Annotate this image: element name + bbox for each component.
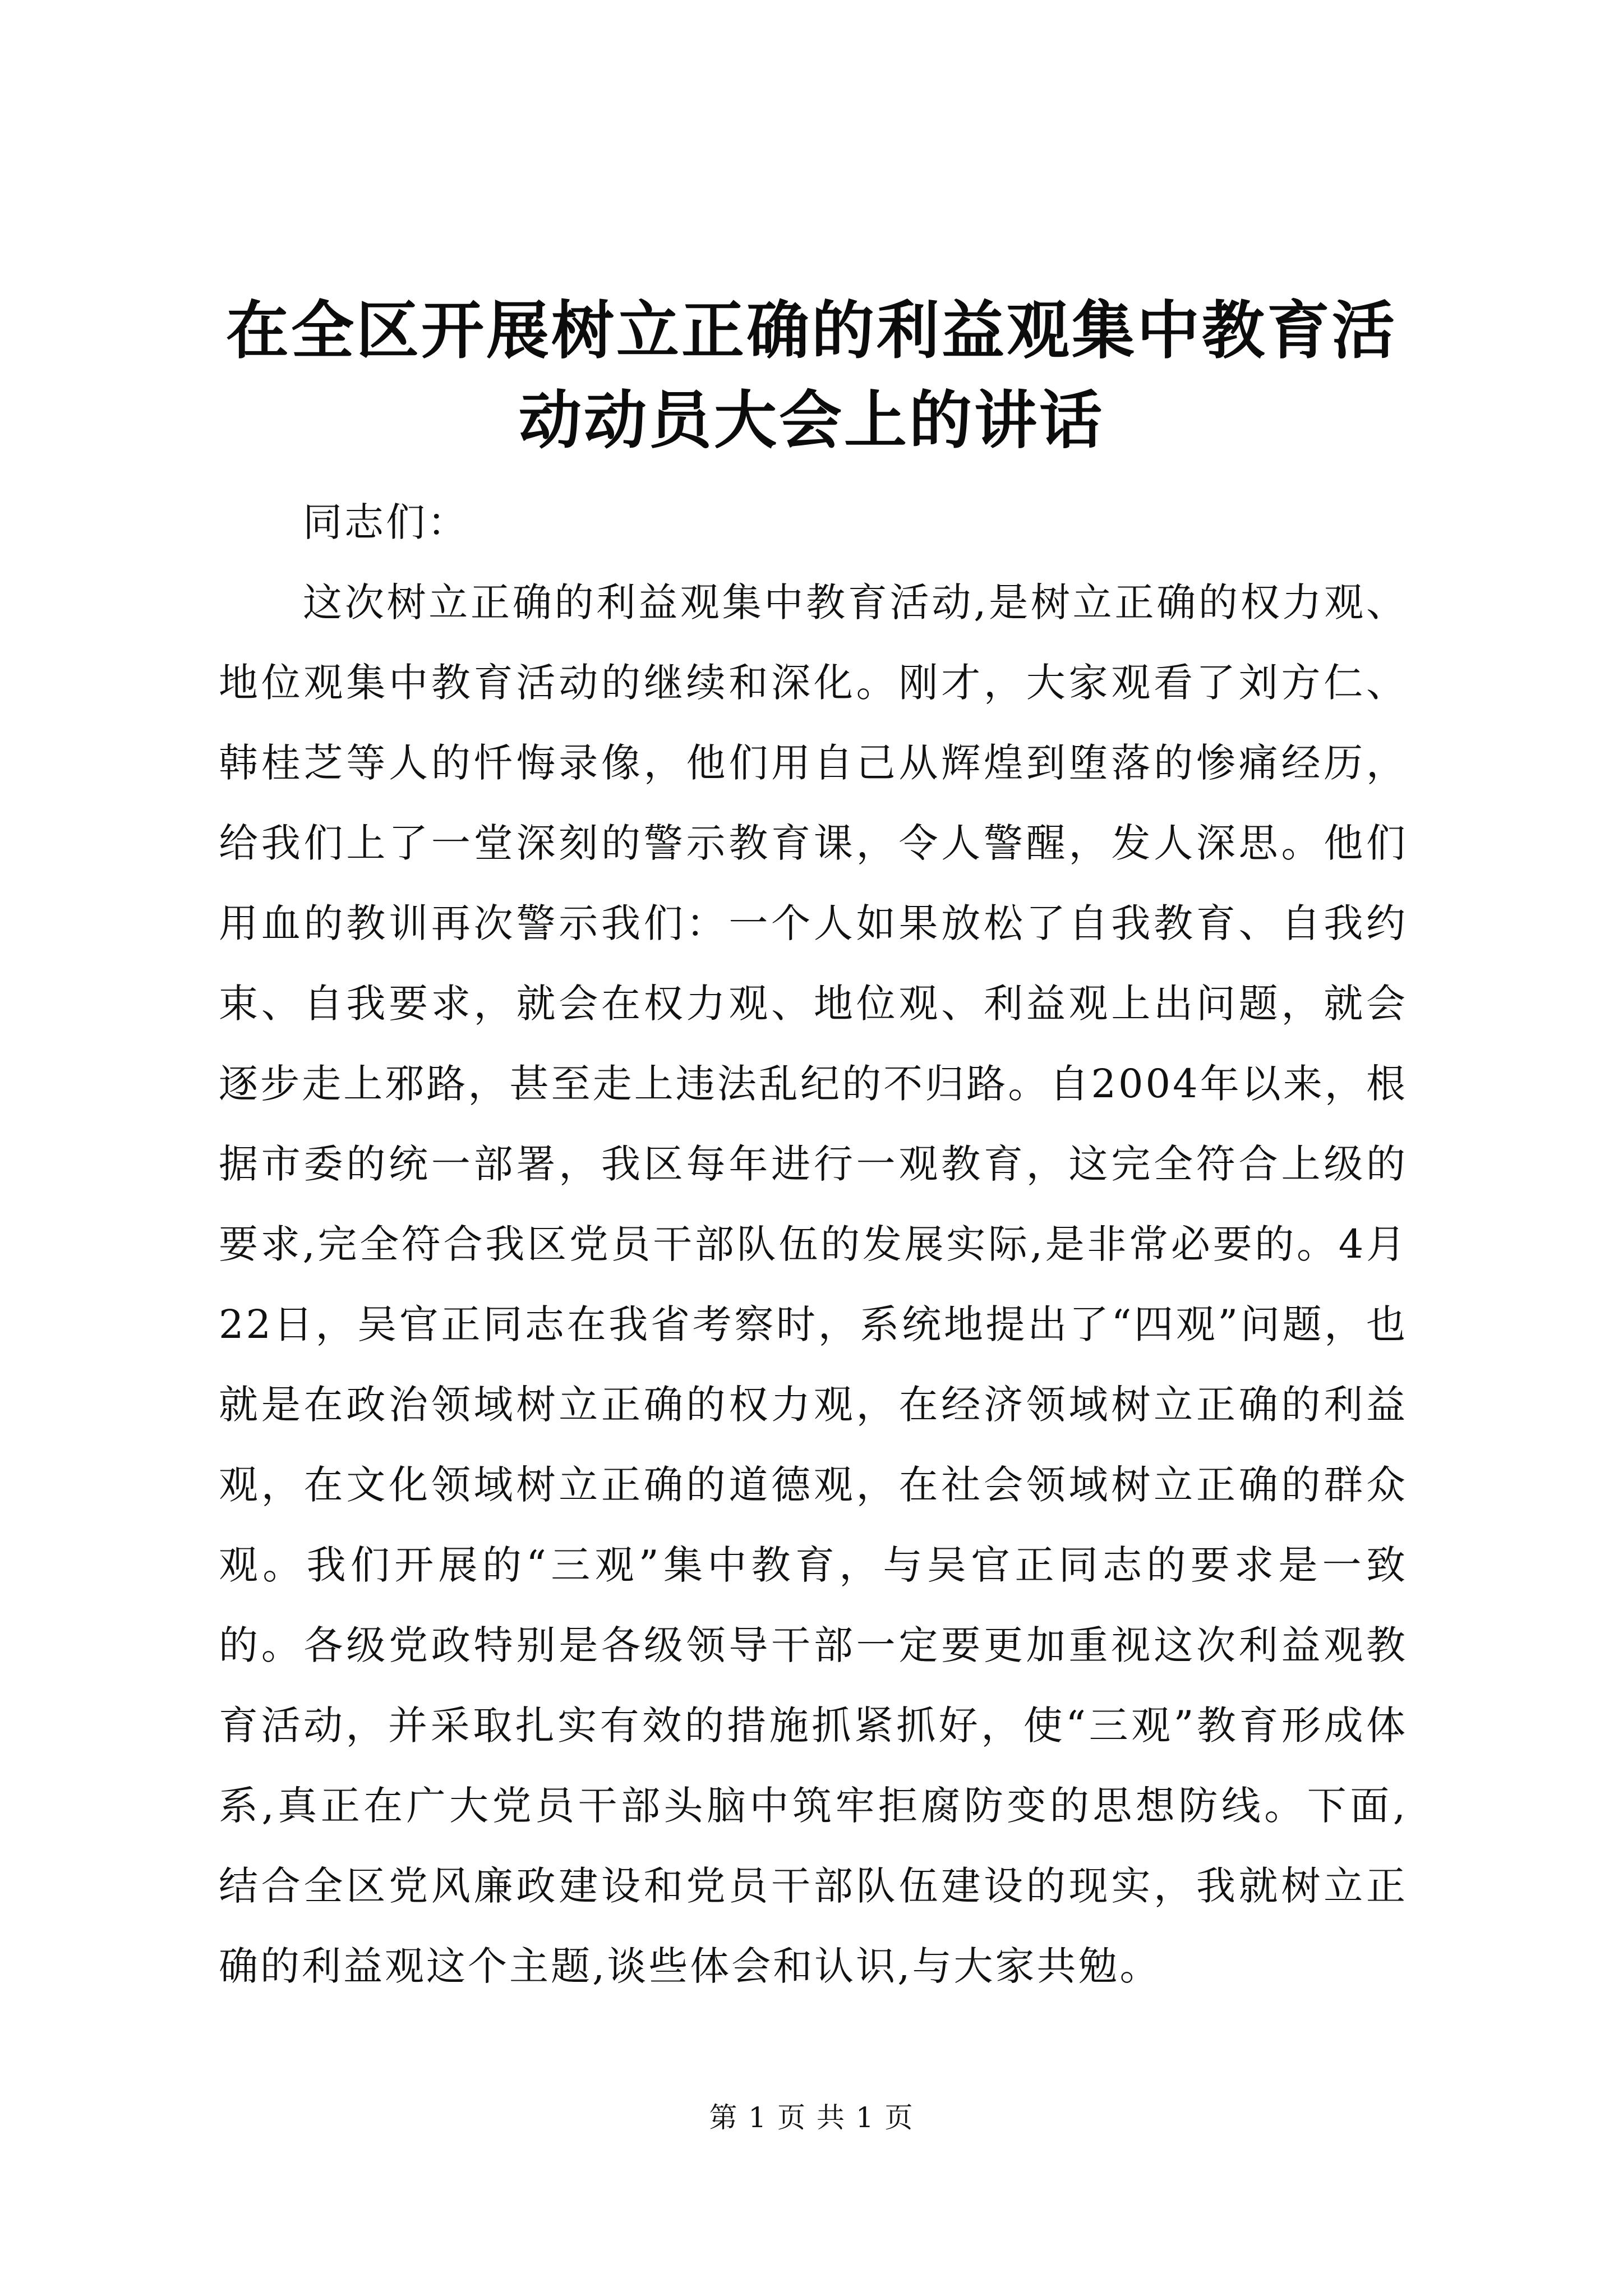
page-footer: 第 1 页 共 1 页 [709,2101,914,2134]
document-body [219,482,1408,2007]
body-paragraph: 这次树立正确的利益观集中教育活动,是树立正确的权力观、地位观集中教育活动的继续和深化。刚才，大家观看了刘方仁、韩桂芝等人的忏悔录像，他们用自己从辉煌到堕落的惨痛经历，给我们上了一堂深刻的警示教育课，令人警醒，发人深思。他们用血的教训再次警示我们：一个人如果放松了自我教育、自我约束、自我要求，就会在权力观、地位观、利益观上出问题，就会逐步走上邪路，甚至走上违法乱纪的不归路。自2004年以来，根据市委的统一部署，我区每年进行一观教育，这完全符合上级的要求,完全符合我区党员干部队伍的发展实际,是非常必要的。4月22日，吴官正同志在我省考察时，系统地提出了“四观”问题，也就是在政治领域树立正确的权力观，在经济领域树立正确的利益观，在文化领域树立正确的道德观，在社会领域树立正确的群众观。我们开展的“三观”集中教育，与吴官正同志的要求是一致的。各级党政特别是各级领导干部一定要更加重视这次利益观教育活动，并采取扎实有效的措施抓紧抓好，使“三观”教育形成体系,真正在广大党员干部头脑中筑牢拒腐防变的思想防线。下面,结合全区党风廉政建设和党员干部队伍建设的现实，我就树立正确的利益观这个主题,谈些体会和认识,与大家共勉。 [219,579,1408,1989]
salutation: 同志们： [303,499,469,545]
document-title: 在全区开展树立正确的利益观集中教育活动动员大会上的讲话 [226,294,1397,457]
